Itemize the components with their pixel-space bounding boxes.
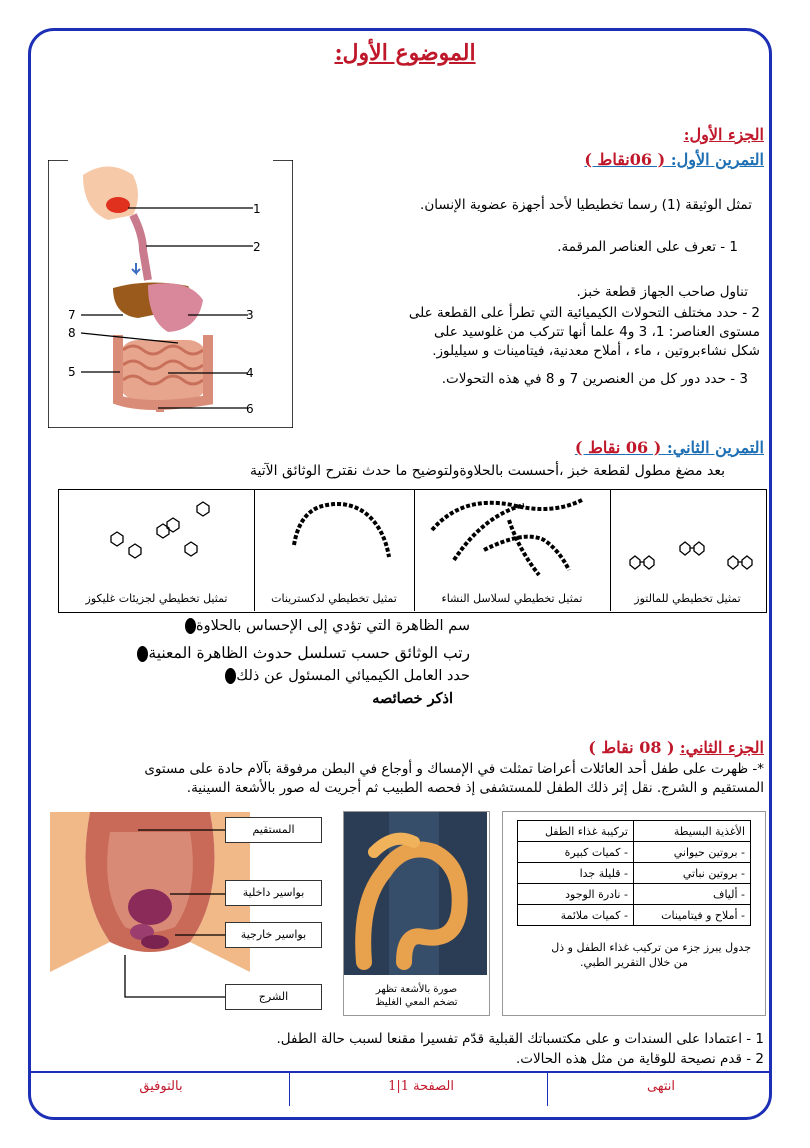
part2-heading: [588, 738, 764, 757]
part2-intro-mark: *-: [752, 761, 764, 777]
table-header-row: [518, 821, 751, 842]
table-row: [518, 863, 751, 884]
part2-intro-line1: [64, 760, 764, 779]
table-cell: - قليلة جدا: [518, 863, 634, 884]
diet-table-caption-line1: جدول يبرز جزء من تركيب غذاء الطفل و ذل: [551, 941, 751, 954]
page-title: الموضوع الأول:: [334, 40, 476, 66]
table-cell: - نادرة الوجود: [518, 884, 634, 905]
panel-glucose: [59, 490, 255, 611]
footer-page-number: الصفحة 1|1: [388, 1079, 454, 1094]
ex1-question-3: 3 - حدد دور كل من العنصرين 7 و 8 في هذه التحولات.: [441, 371, 748, 387]
table-row: [518, 884, 751, 905]
diagram-number-4: 4: [246, 366, 254, 380]
xray-image: [344, 812, 487, 975]
caption-starch: تمثيل تخطيطي لسلاسل النشاء: [441, 592, 583, 605]
table-header: تركيبة غذاء الطفل: [518, 821, 634, 842]
ex1-question-2-line2: مستوى العناصر: 1، 3 و4 علما أنها تتركب من غلوسيد على: [433, 324, 760, 340]
ex1-question-1: 1 - تعرف على العناصر المرقمة.: [557, 239, 738, 255]
ex1-label: التمرين الأول:: [670, 150, 764, 169]
caption-glucose: تمثيل تخطيطي لجزيئات غليكوز: [85, 592, 228, 605]
digestive-system-diagram: [48, 160, 293, 428]
page-footer: [31, 1071, 769, 1108]
label-rectum: المستقيم: [225, 817, 322, 843]
diet-table: [517, 820, 751, 926]
footer-good-luck: بالتوفيق: [139, 1079, 183, 1094]
ex2-heading: [575, 438, 764, 457]
label-anus: الشرج: [225, 984, 322, 1010]
ex2-question-1-text: سم الظاهرة التي تؤدي إلى الإحساس بالحلاوة: [195, 618, 470, 634]
part2-intro-line2: المستقيم و الشرج. نقل إثر ذلك الطفل للمستشفى إذ فحصه الطبيب ثم أجريت له صور بالأشعة السينية.: [186, 780, 764, 796]
ex1-intro: تمثل الوثيقة (1) رسما تخطيطيا لأحد أجهزة عضوية الإنسان.: [420, 197, 752, 213]
diagram-number-7: 7: [68, 308, 76, 322]
ex2-question-4: اذكر خصائصه: [372, 690, 453, 707]
xray-caption-line1: صورة بالأشعة تظهر: [375, 984, 458, 995]
diagram-number-1: 1: [253, 202, 261, 216]
dextrin-chains: [254, 490, 414, 585]
glucose-molecules: [59, 490, 254, 585]
ex2-question-3: [50, 668, 470, 684]
diagram-number-5: 5: [68, 365, 76, 379]
diet-table-caption: [517, 940, 751, 970]
ex1-context: تناول صاحب الجهاز قطعة خبز.: [576, 284, 748, 300]
part2-question-1: 1 - اعتمادا على السندات و على مكتسباتك القبلية قدّم تفسيرا مقنعا لسبب حالة الطفل.: [276, 1031, 764, 1047]
caption-dextrins: تمثيل تخطيطي لدكسترينات: [271, 592, 397, 605]
ex2-question-3-text: حدد العامل الكيميائي المسئول عن ذلك: [236, 668, 470, 684]
starch-chains: [414, 490, 610, 585]
bullet-icon: [137, 646, 148, 662]
part2-heading-text: الجزء الثاني:: [679, 738, 764, 757]
table-cell: - كميات كبيرة: [518, 842, 634, 863]
part2-intro: [64, 760, 764, 798]
ex2-label: التمرين الثاني:: [666, 438, 764, 457]
part2-points: ( 08 نقاط ): [588, 738, 675, 757]
diagram-number-3: 3: [246, 308, 254, 322]
diagram-number-2: 2: [253, 240, 261, 254]
ex1-points: ( 06نقاط ): [584, 150, 666, 169]
xray-caption-line2: تضخم المعي الغليظ: [375, 997, 458, 1008]
part2-intro-line1-text: ظهرت على طفل أحد العائلات أعراضا تمثلت في الإمساك و أوجاع في البطن مرفوقة بآلام حادة على مستوى: [144, 761, 749, 777]
diagram-number-6: 6: [246, 402, 254, 416]
ex2-intro: بعد مضغ مطول لقطعة خبز ،أحسست بالحلاوةولتوضيح ما حدث نقترح الوثائق الآتية: [250, 463, 725, 479]
label-internal-hemorrhoids: بواسير داخلية: [225, 880, 322, 906]
table-cell: - بروتين حيواني: [633, 842, 750, 863]
xray-figure: [343, 811, 490, 1016]
diet-table-caption-line2: من خلال التقرير الطبي.: [579, 956, 689, 969]
ex1-question-2-line3: شكل نشاءبروتين ، ماء ، أملاح معدنية، فيتامينات و سيليلوز.: [432, 343, 760, 359]
footer-end: انتهى: [647, 1079, 675, 1094]
rectum-diagram: [50, 812, 340, 1012]
panel-starch: [414, 490, 611, 611]
ex2-question-1: [70, 618, 470, 634]
ex1-heading: [584, 150, 764, 169]
table-row: [518, 842, 751, 863]
table-cell: - ألياف: [633, 884, 750, 905]
ex2-question-2: [50, 644, 470, 662]
ex2-points: ( 06 نقاط ): [574, 438, 662, 457]
part2-question-2: 2 - قدم نصيحة للوقاية من مثل هذه الحالات.: [515, 1051, 764, 1067]
bullet-icon: [185, 618, 196, 634]
panel-maltose: [610, 490, 765, 611]
ex1-question-2: [300, 304, 760, 361]
ex2-question-2-text: رتب الوثائق حسب تسلسل حدوث الظاهرة المعنية: [148, 644, 470, 662]
diagram-number-8: 8: [68, 326, 76, 340]
ex1-question-2-line1: 2 - حدد مختلف التحولات الكيميائية التي تطرأ على القطعة على: [408, 305, 760, 321]
table-cell: - أملاح و فيتامينات: [633, 905, 750, 926]
maltose-molecules: [610, 490, 765, 585]
table-row: [518, 905, 751, 926]
label-external-hemorrhoids: بواسير خارجية: [225, 922, 322, 948]
bullet-icon: [225, 668, 236, 684]
part1-heading: الجزء الأول:: [683, 125, 764, 144]
xray-caption: [344, 983, 489, 1009]
molecule-panels: [58, 489, 767, 613]
table-header: الأغذية البسيطة: [633, 821, 750, 842]
diet-table-figure: [502, 811, 766, 1016]
table-cell: - بروتين نباتي: [633, 863, 750, 884]
panel-dextrins: [254, 490, 415, 611]
caption-maltose: تمثيل تخطيطي للمالتوز: [634, 592, 741, 605]
table-cell: - كميات ملائمة: [518, 905, 634, 926]
